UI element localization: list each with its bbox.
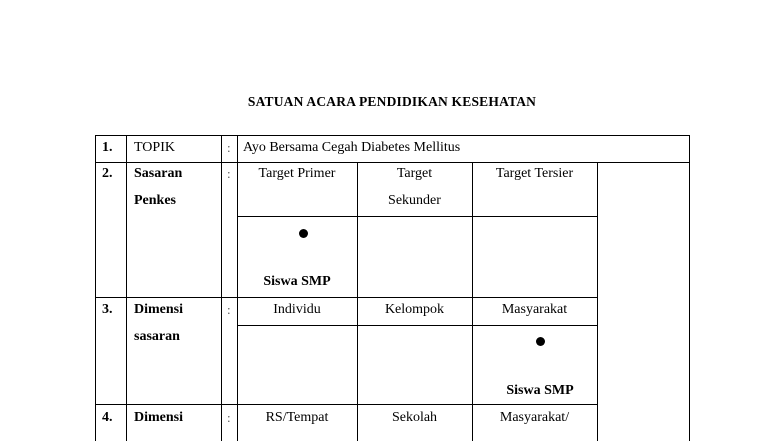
col-divider [221, 135, 222, 441]
header-kelompok: Kelompok [384, 302, 445, 317]
row-label: Dimensi [134, 410, 183, 425]
topic-value: Ayo Bersama Cegah Diabetes Mellitus [243, 140, 461, 155]
row-label: Penkes [134, 193, 176, 208]
header-sekolah: Sekolah [391, 410, 438, 425]
header-masyarakat-tempat: Masyarakat/ [499, 410, 570, 425]
header-rs-tempat: RS/Tempat [265, 410, 329, 425]
header-target-primer: Target Primer [258, 166, 336, 181]
table-border-left [95, 135, 96, 441]
page-title: SATUAN ACARA PENDIDIKAN KESEHATAN [247, 94, 537, 109]
row-separator: : [227, 302, 231, 317]
bullet-icon [536, 337, 545, 346]
header-individu: Individu [273, 302, 321, 317]
row-divider [95, 162, 690, 163]
col-divider [597, 162, 598, 441]
table-border-top [95, 135, 690, 136]
subrow-divider [237, 325, 598, 326]
row-number: 1. [102, 140, 113, 155]
row-label: TOPIK [134, 140, 175, 155]
row-separator: : [227, 410, 231, 425]
row-separator: : [227, 166, 231, 181]
cell-masyarakat: Siswa SMP [506, 383, 574, 398]
table-border-right [689, 135, 690, 441]
row-separator: : [227, 140, 231, 155]
row-label: Dimensi [134, 302, 183, 317]
row-divider [95, 297, 598, 298]
subrow-divider [237, 216, 598, 217]
row-number: 3. [102, 302, 113, 317]
row-number: 4. [102, 410, 113, 425]
col-divider [126, 135, 127, 441]
header-masyarakat: Masyarakat [501, 302, 568, 317]
header-target-sekunder-line2: Sekunder [388, 193, 441, 208]
row-label: Sasaran [134, 166, 183, 181]
row-number: 2. [102, 166, 113, 181]
header-target-tersier: Target Tersier [495, 166, 574, 181]
row-label: sasaran [134, 329, 180, 344]
cell-target-primer: Siswa SMP [263, 274, 331, 289]
bullet-icon [299, 229, 308, 238]
row-divider [95, 404, 598, 405]
header-target-sekunder: Target [396, 166, 433, 181]
